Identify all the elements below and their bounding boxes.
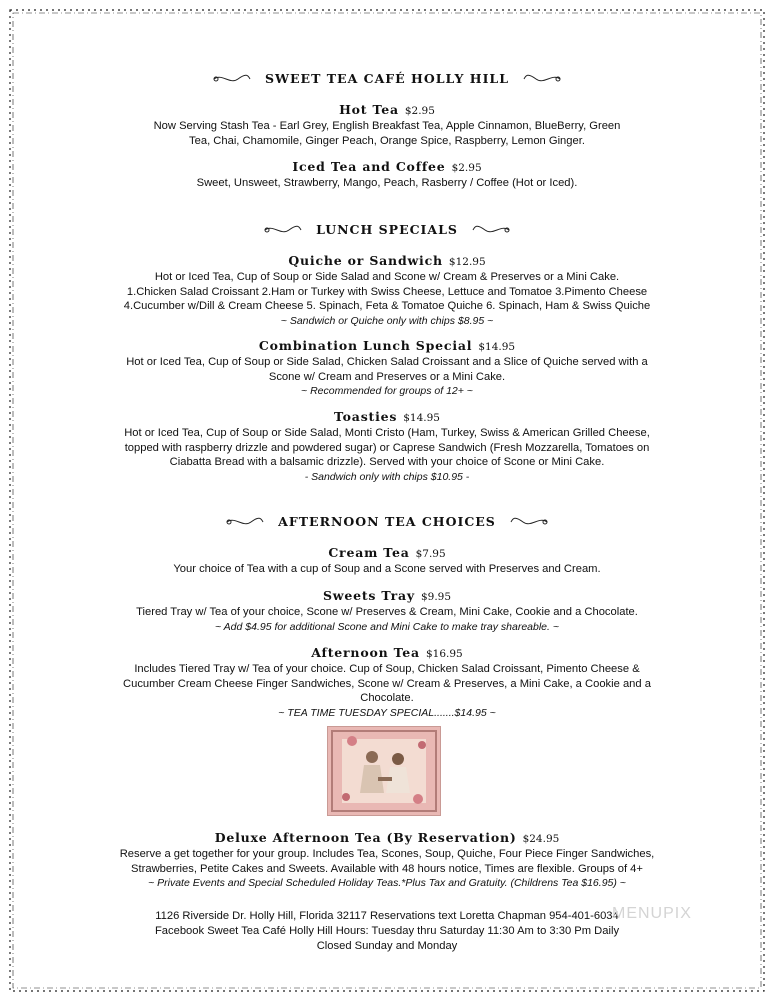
flourish-left-icon: [212, 73, 252, 85]
item-note: ~ Sandwich or Quiche only with chips $8.95 ~: [280, 314, 494, 327]
item-price: $14.95: [478, 341, 516, 353]
item-price: $7.95: [415, 548, 446, 560]
watermark: MENUPIX: [612, 905, 692, 922]
menu-item-toasties: [0, 408, 774, 484]
item-name: Iced Tea and Coffee: [292, 159, 446, 174]
item-price: $14.95: [403, 412, 440, 424]
menu-item-deluxe-afternoon-tea: [0, 829, 774, 891]
item-line: Hot or Iced Tea, Cup of Soup or Side Salad, Chicken Salad Croissant and a Slice of Quiche served with a: [126, 356, 648, 368]
item-note: - Sandwich only with chips $10.95 -: [304, 470, 470, 483]
item-line: Tiered Tray w/ Tea of your choice, Scone w/ Preserves & Cream, Mini Cake, Cookie and a Chocolate.: [136, 606, 638, 618]
flourish-right-icon: [522, 73, 562, 85]
item-price: $2.95: [451, 162, 482, 174]
menu-item-combination: [0, 337, 774, 399]
item-line: Ciabatta Bread with a balsamic drizzle). Served with your choice of Scone or Mini Cake.: [169, 456, 605, 469]
item-note: ~ Add $4.95 for additional Scone and Mini Cake to make tray shareable. ~: [215, 620, 559, 633]
item-name: Deluxe Afternoon Tea (By Reservation): [214, 830, 517, 845]
flourish-left-icon: [263, 224, 303, 236]
item-name: Cream Tea: [328, 545, 410, 560]
footer-closed: Closed Sunday and Monday: [316, 940, 458, 952]
item-line: Reserve a get together for your group. Includes Tea, Scones, Soup, Quiche, Four Piece Finger Sandwiches,: [119, 848, 655, 860]
section-title-lunch: [0, 221, 774, 237]
flourish-right-icon: [509, 516, 549, 528]
item-line: Scone w/ Cream and Preserves or a Mini Cake.: [268, 370, 506, 383]
menu-item-quiche-sandwich: [0, 252, 774, 328]
footer-address: 1126 Riverside Dr. Holly Hill, Florida 32117 Reservations text Loretta Chapman 954-401-6034: [155, 910, 619, 922]
vintage-tea-party-picture: [327, 726, 441, 816]
item-description: Now Serving Stash Tea - Earl Grey, English Breakfast Tea, Apple Cinnamon, BlueBerry, Green Tea, Chai, Chamomile, Ginger Peach, Orange Spice, Raspberry, Lemon Ginger.: [153, 120, 621, 147]
menu-title: [0, 70, 774, 86]
section-title-text: LUNCH SPECIALS: [316, 222, 458, 237]
item-name: Quiche or Sandwich: [288, 253, 443, 268]
menu-item-cream-tea: [0, 544, 774, 577]
item-line: Cucumber Cream Cheese Finger Sandwiches, Scone w/ Cream & Preserves, a Mini Cake, a Cookie and a: [123, 677, 651, 690]
item-name: Sweets Tray: [322, 588, 415, 603]
item-line: Hot or Iced Tea, Cup of Soup or Side Salad, Monti Cristo (Ham, Turkey, Swiss & American Grilled Cheese,: [124, 427, 650, 439]
item-line: Your choice of Tea with a cup of Soup and a Scone served with Preserves and Cream.: [173, 563, 601, 575]
menu-title-text: SWEET TEA CAFÉ HOLLY HILL: [264, 71, 510, 86]
item-price: $12.95: [448, 256, 486, 268]
item-line: Chocolate.: [360, 692, 414, 705]
item-note: ~ Recommended for groups of 12+ ~: [301, 385, 473, 398]
menu-item-iced-tea: [0, 158, 774, 191]
item-line: 4.Cucumber w/Dill & Cream Cheese 5. Spinach, Feta & Tomatoe Quiche 6. Spinach, Ham & Swiss Quiche: [123, 300, 651, 313]
item-price: $9.95: [420, 591, 452, 603]
footer-hours: Facebook Sweet Tea Café Holly Hill Hours: Tuesday thru Saturday 11:30 Am to 3:30 Pm Daily: [154, 925, 620, 937]
item-name: Hot Tea: [339, 102, 399, 117]
menu-item-sweets-tray: [0, 587, 774, 634]
menu-item-afternoon-tea: [0, 644, 774, 720]
menu-item-hot-tea: [0, 101, 774, 148]
tea-party-illustration-icon: [328, 727, 440, 815]
section-title-afternoon: [0, 513, 774, 529]
item-price: $16.95: [425, 648, 463, 660]
item-line: Strawberries, Petite Cakes and Sweets. Available with 48 hours notice, Times are flexible. Groups of 4+: [131, 862, 643, 875]
flourish-left-icon: [225, 516, 265, 528]
item-name: Combination Lunch Special: [258, 338, 473, 353]
item-note: ~ TEA TIME TUESDAY SPECIAL.......$14.95 ~: [278, 706, 496, 719]
section-title-text: AFTERNOON TEA CHOICES: [278, 514, 496, 529]
item-line: Includes Tiered Tray w/ Tea of your choice. Cup of Soup, Chicken Salad Croissant, Pimento Cheese &: [134, 663, 640, 675]
item-line: Hot or Iced Tea, Cup of Soup or Side Salad and Scone w/ Cream & Preserves or a Mini Cake.: [154, 271, 620, 283]
flourish-right-icon: [471, 224, 511, 236]
item-name: Toasties: [333, 409, 398, 424]
item-line: 1.Chicken Salad Croissant 2.Ham or Turkey with Swiss Cheese, Lettuce and Tomatoe 3.Pimento Cheese: [126, 285, 648, 298]
item-name: Afternoon Tea: [311, 645, 420, 660]
item-description: Sweet, Unsweet, Strawberry, Mango, Peach, Rasberry / Coffee (Hot or Iced).: [196, 177, 578, 189]
item-line: topped with raspberry drizzle and powdered sugar) or Caprese Sandwich (Fresh Mozzarella, Tomatoes on: [124, 441, 650, 454]
item-note: ~ Private Events and Special Scheduled Holiday Teas.*Plus Tax and Gratuity. (Childrens Tea $16.95) ~: [148, 877, 626, 890]
item-price: $2.95: [404, 105, 435, 117]
item-price: $24.95: [522, 833, 560, 845]
